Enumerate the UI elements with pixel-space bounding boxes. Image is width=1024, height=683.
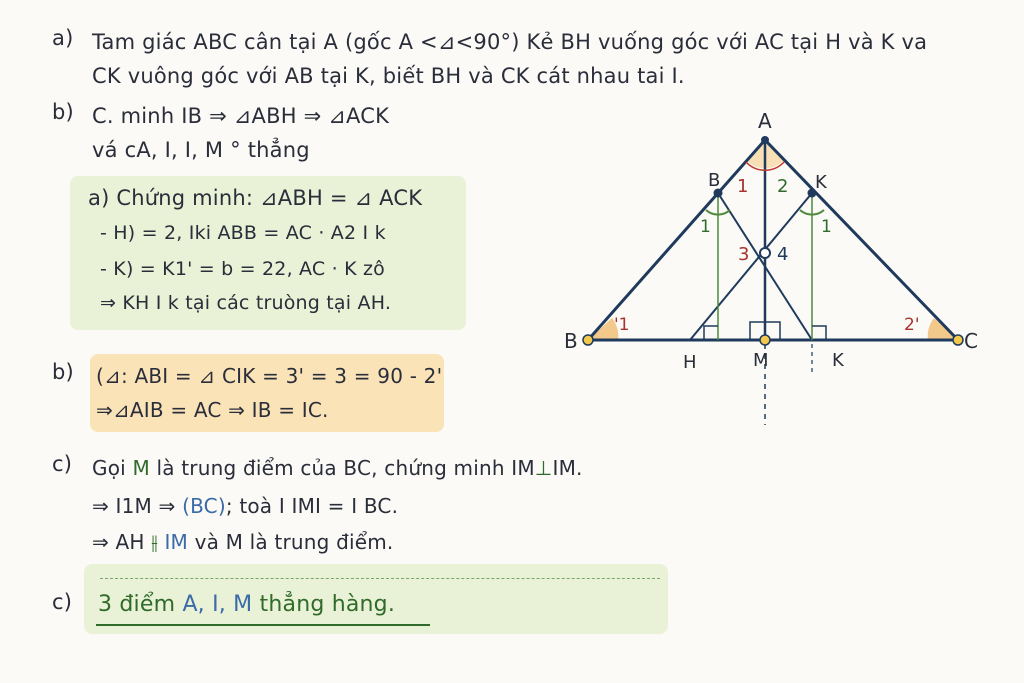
problem-a-angle: ⊿<90°) (437, 30, 520, 54)
c-line2-bc: (BC) (182, 494, 226, 518)
label-angle-k1: 1 (821, 217, 832, 237)
segment-kh (690, 193, 812, 340)
label-angle-1: 1 (737, 176, 749, 197)
c-line2-post: ; toà I IMI = I BC. (225, 494, 399, 518)
solution-a-line2: - H) = 2, Iki ABB = AC · A2 I k (100, 222, 386, 244)
problem-a-text-end: Kẻ BH vuống góc với AC tại H và K va (526, 30, 928, 54)
solution-b-label: b) (52, 360, 74, 384)
solution-b-line1: (⊿: ABI = ⊿ CIK = 3' = 3 = 90 - 2' (96, 364, 443, 388)
label-k-top: K (815, 172, 827, 193)
c-line3-pre: ⇒ AH (92, 530, 145, 554)
solution-a-line4: ⇒ KH I k tại các truòng tại AH. (100, 292, 392, 314)
label-angle-2: 2 (777, 176, 789, 197)
problem-b-line1: C. minh IB ⇒ ⊿ABH ⇒ ⊿ACK (92, 104, 390, 128)
c-line1-end: IM. (552, 456, 583, 480)
point-a (761, 136, 769, 144)
point-c (953, 335, 963, 345)
label-angle-b1: 1 (700, 217, 711, 237)
c-line1-eq: ⊥ (534, 456, 553, 480)
label-b-top: B (708, 170, 721, 191)
label-angle-c-base: 2' (904, 315, 920, 335)
conclusion-label: c) (52, 590, 73, 614)
conclusion-post: thẳng hàng. (259, 592, 396, 617)
label-k-bottom: K (832, 350, 844, 371)
label-a: A (758, 109, 772, 133)
conclusion-pre: 3 điểm (98, 592, 176, 617)
c-line2-pre: ⇒ I1M ⇒ (92, 494, 176, 518)
point-b (583, 335, 593, 345)
c-line3-im: IM (164, 530, 189, 554)
right-angle-h (704, 326, 718, 340)
solution-a-line1: a) Chứng minh: ⊿ABH = ⊿ ACK (88, 186, 423, 210)
c-line3-post: và M là trung điểm. (194, 530, 394, 554)
conclusion-points: A, I, M (182, 592, 253, 617)
label-h: H (683, 352, 697, 373)
problem-a-line2: CK vuông góc với AB tại K, biết BH và CK cát nhau tai I. (92, 64, 685, 88)
label-angle-b-base: '1 (614, 315, 630, 335)
problem-b-line2: vá cA, I, I, M ° thẳng (92, 138, 310, 162)
c-line3-eq: ⫲ (151, 530, 158, 554)
c-line1-pre: Gọi (92, 456, 126, 480)
problem-a-label: a) (52, 26, 74, 50)
label-c: C (964, 329, 978, 353)
label-m: M (753, 350, 769, 371)
c-line1-m: M (132, 456, 150, 480)
right-angle-k (812, 326, 826, 340)
label-angle-3: 3 (738, 244, 750, 265)
solution-b-line2: ⇒⊿AIB = AC ⇒ IB = IC. (96, 398, 329, 422)
point-i (760, 248, 770, 258)
point-m (760, 335, 770, 345)
problem-b-label: b) (52, 100, 74, 124)
label-b: B (564, 329, 578, 353)
c-line1-post: là trung điểm của BC, chứng minh IM (156, 456, 535, 480)
solution-a-line3: - K) = K1' = b = 22, AC · K zô (100, 258, 385, 280)
problem-a-text: Tam giác ABC cân tại A (gốc A < (92, 30, 438, 54)
solution-c-label: c) (52, 452, 73, 476)
label-angle-4: 4 (777, 244, 789, 265)
